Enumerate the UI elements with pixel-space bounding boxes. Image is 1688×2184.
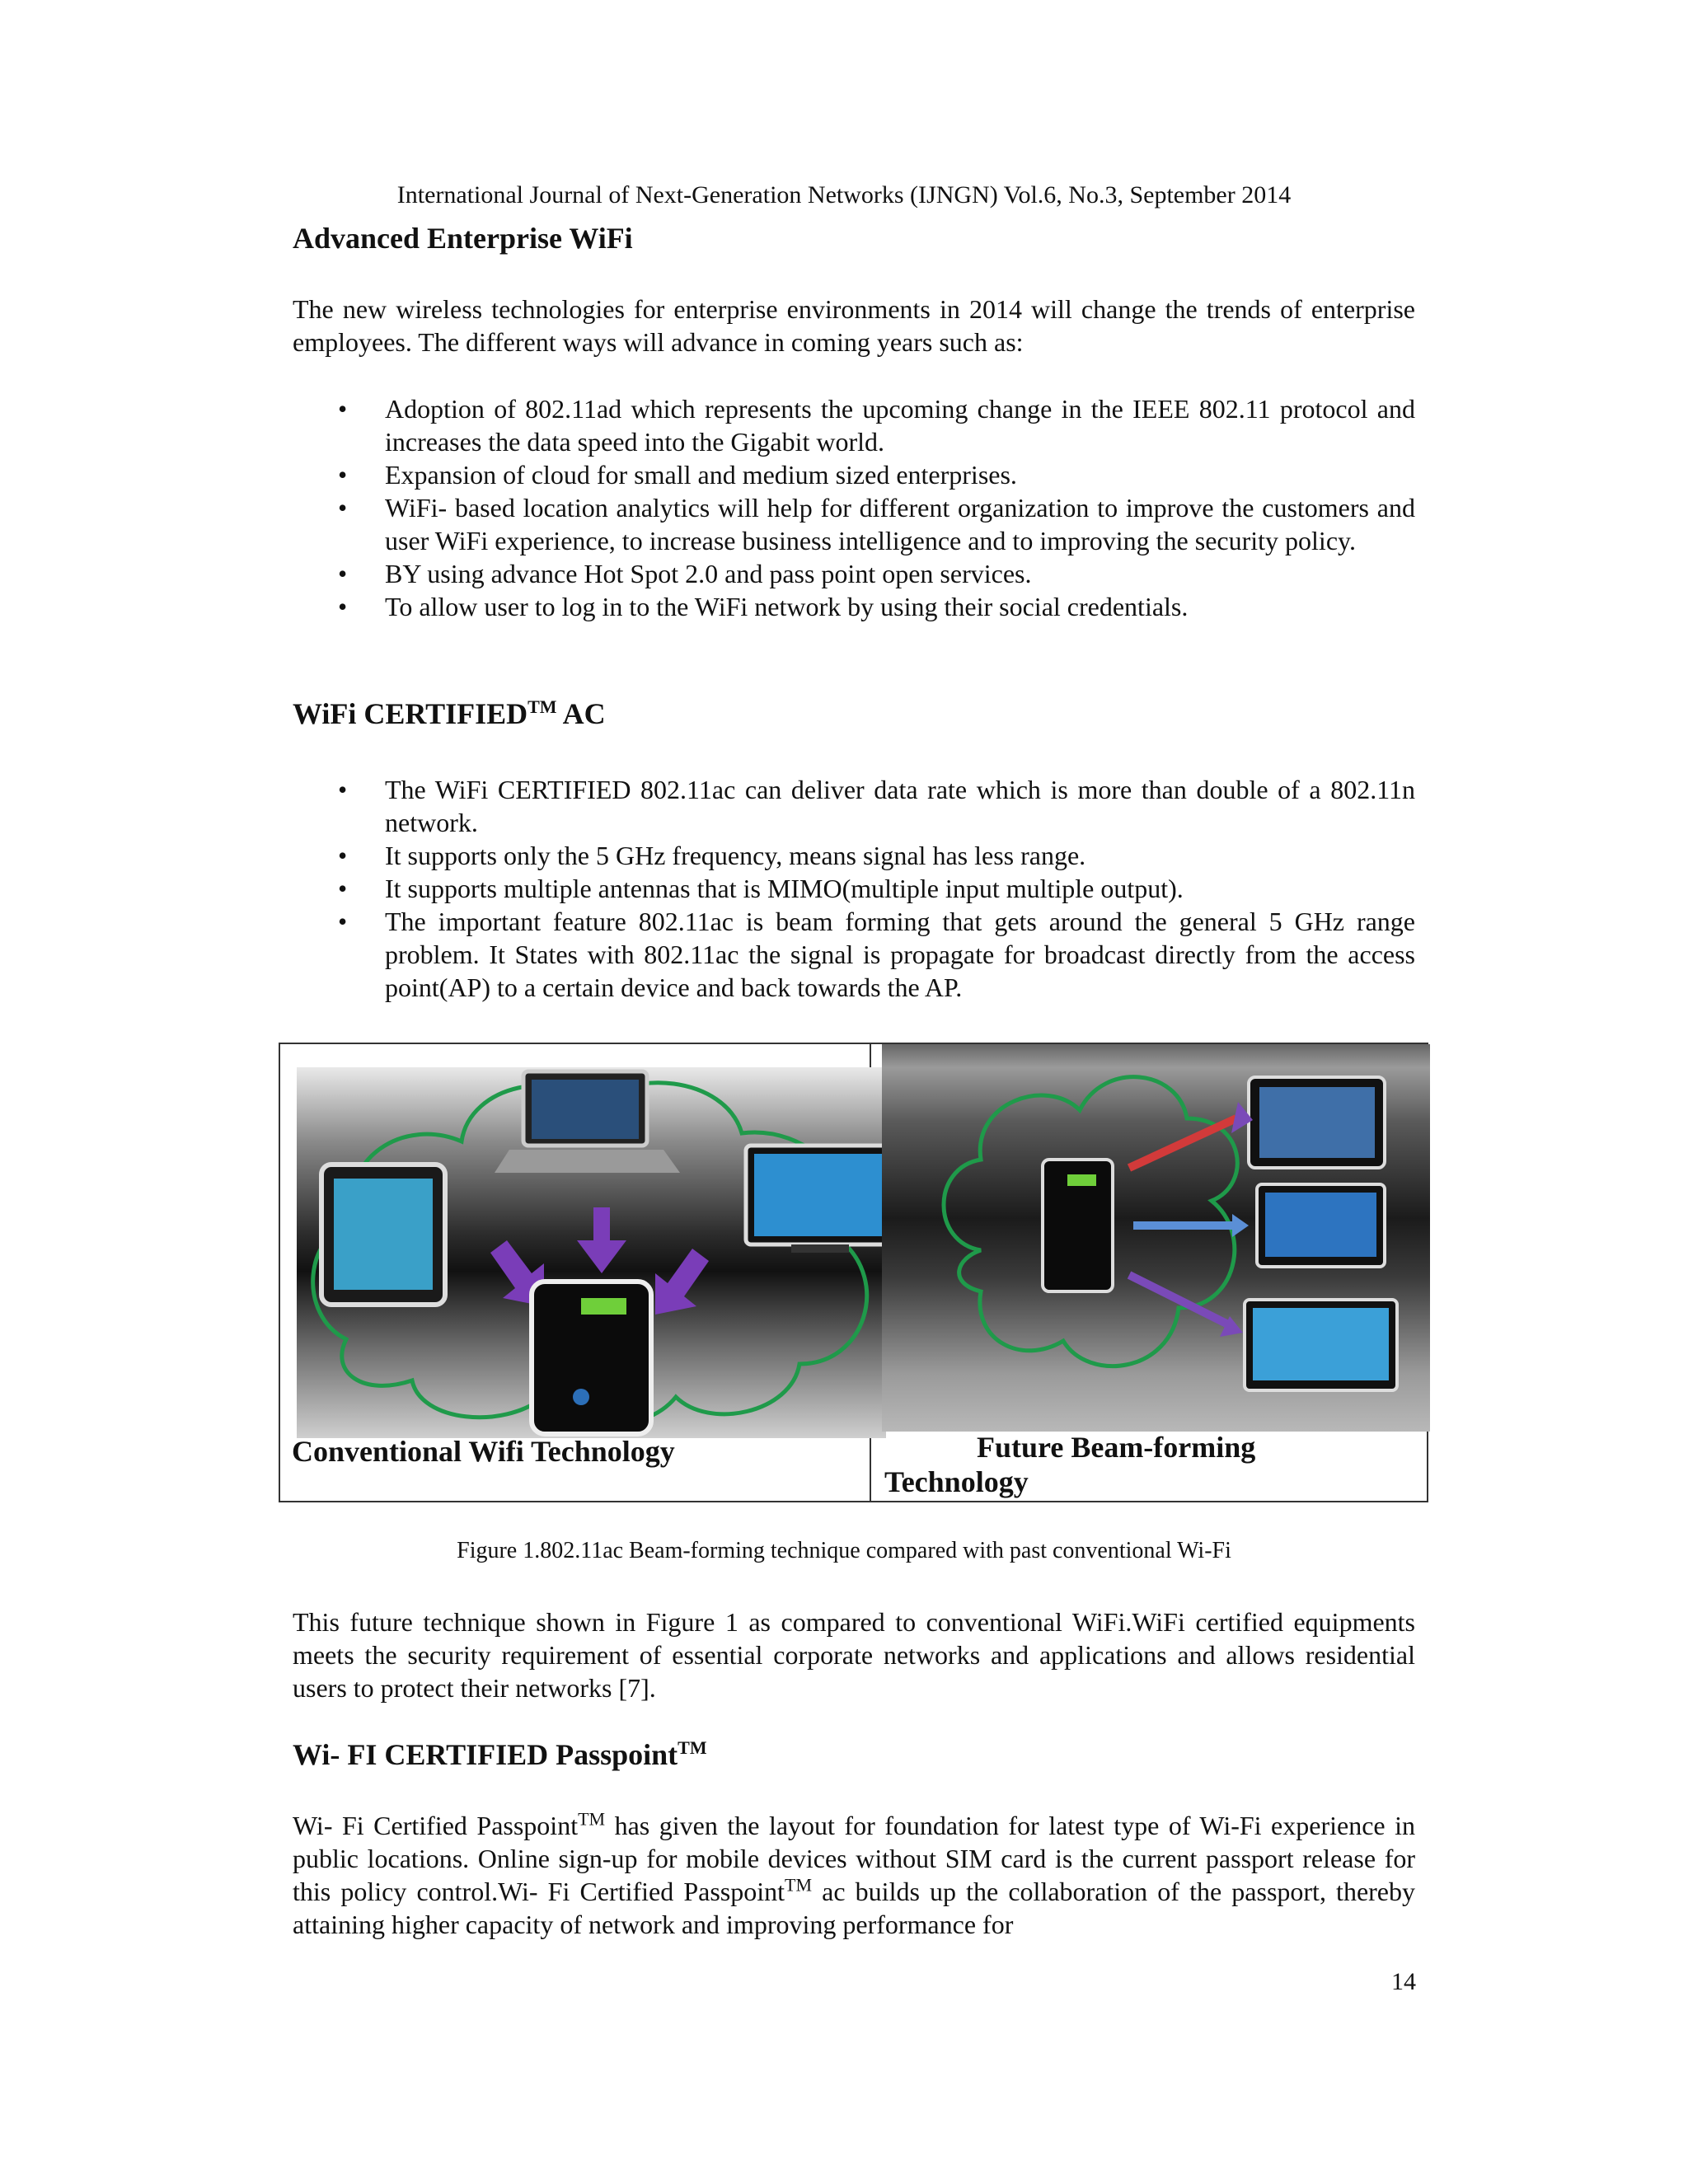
bullet-item: • Adoption of 802.11ad which represents the upcoming change in the IEEE 802.11 protocol and increases the data speed into the Gigabit world. (338, 392, 1415, 458)
tablet-screen (334, 1179, 433, 1290)
monitor-stand (791, 1244, 849, 1253)
intro-paragraph: The new wireless technologies for enterprise environments in 2014 will change the trends of enterprise employees. The different ways will advance in coming years such as: (293, 294, 1415, 357)
bullet-item: • The important feature 802.11ac is beam forming that gets around the general 5 GHz range problem. It States with 802.11ac the signal is propagate for broadcast directly from the access point(AP) to a certain device and back towards the AP. (338, 905, 1415, 1004)
figure-caption: Figure 1.802.11ac Beam-forming technique compared with past conventional Wi-Fi (457, 1538, 1231, 1563)
title-tail: AC (556, 697, 606, 730)
beam-arrow-icon (1129, 1118, 1236, 1168)
beam-forming-illustration (882, 1044, 1430, 1432)
ac-bullet-list (338, 773, 1415, 1004)
conventional-wifi-image (297, 1067, 886, 1438)
monitor-screen (1253, 1308, 1389, 1380)
laptop-screen (532, 1080, 639, 1139)
passpoint-text-a: Wi- Fi Certified Passpoint (293, 1811, 579, 1840)
laptop-base (495, 1150, 680, 1173)
passpoint-paragraph (293, 1809, 1415, 1941)
figure-label-beamforming-line2: Technology (884, 1465, 1029, 1498)
bullet-item: • It supports multiple antennas that is MIMO(multiple input multiple output). (338, 872, 1415, 905)
section-title-advanced-enterprise-wifi: Advanced Enterprise WiFi (293, 222, 633, 255)
beam-forming-image (882, 1044, 1430, 1432)
conventional-wifi-illustration (297, 1067, 886, 1438)
section-title-passpoint (293, 1737, 707, 1772)
trademark-sup: TM (678, 1737, 707, 1758)
enterprise-bullet-list (338, 392, 1415, 623)
arrow-icon (655, 1249, 709, 1315)
router-display (1067, 1174, 1096, 1186)
bullet-item: • WiFi- based location analytics will help for different organization to improve the customers and user WiFi experience, to increase business intelligence and to improving the security policy. (338, 491, 1415, 557)
figure-label-beamforming-line1: Future Beam-forming (977, 1431, 1256, 1464)
arrow-down-icon (577, 1207, 626, 1273)
title-text: Wi- FI CERTIFIED Passpoint (293, 1738, 678, 1771)
trademark-sup: TM (785, 1874, 813, 1896)
passpoint-text-b: has given the layout for foundation for latest type of Wi-Fi experience in public locations. Online sign-up for mobile devices without SIM card is the current passport release for this policy control.Wi- Fi Certified Passpoint (293, 1811, 1416, 1906)
bullet-item: • Expansion of cloud for small and medium sized enterprises. (338, 458, 1415, 491)
bullet-item: • BY using advance Hot Spot 2.0 and pass point open services. (338, 557, 1415, 590)
bullet-item: • The WiFi CERTIFIED 802.11ac can deliver data rate which is more than double of a 802.11n network. (338, 773, 1415, 839)
title-text: WiFi CERTIFIED (293, 697, 528, 730)
monitor-screen (754, 1154, 882, 1236)
section-title-wifi-certified-ac (293, 696, 606, 731)
paragraph-after-figure: This future technique shown in Figure 1 as compared to conventional WiFi.WiFi certified equipments meets the security requirement of essential corporate networks and applications and allows residential users to protect their networks [7]. (293, 1607, 1415, 1703)
arrowhead-icon (1232, 1214, 1249, 1237)
page-number: 14 (1391, 1968, 1416, 1995)
passpoint-text-c: ac builds up the collaboration of the passport, thereby attaining higher capacity of network and improving performance for (293, 1877, 1416, 1939)
figure-1 (279, 1043, 1428, 1502)
router-display (581, 1298, 626, 1315)
bullet-item: • It supports only the 5 GHz frequency, means signal has less range. (338, 839, 1415, 872)
router-led (573, 1389, 589, 1405)
journal-header: International Journal of Next-Generation Networks (IJNGN) Vol.6, No.3, September 2014 (396, 181, 1292, 209)
tablet-screen (1259, 1087, 1375, 1158)
laptop-screen (1265, 1193, 1376, 1257)
bullet-item: • To allow user to log in to the WiFi network by using their social credentials. (338, 590, 1415, 623)
trademark-sup: TM (528, 696, 557, 717)
figure-label-conventional: Conventional Wifi Technology (292, 1435, 675, 1468)
trademark-sup: TM (578, 1808, 606, 1830)
